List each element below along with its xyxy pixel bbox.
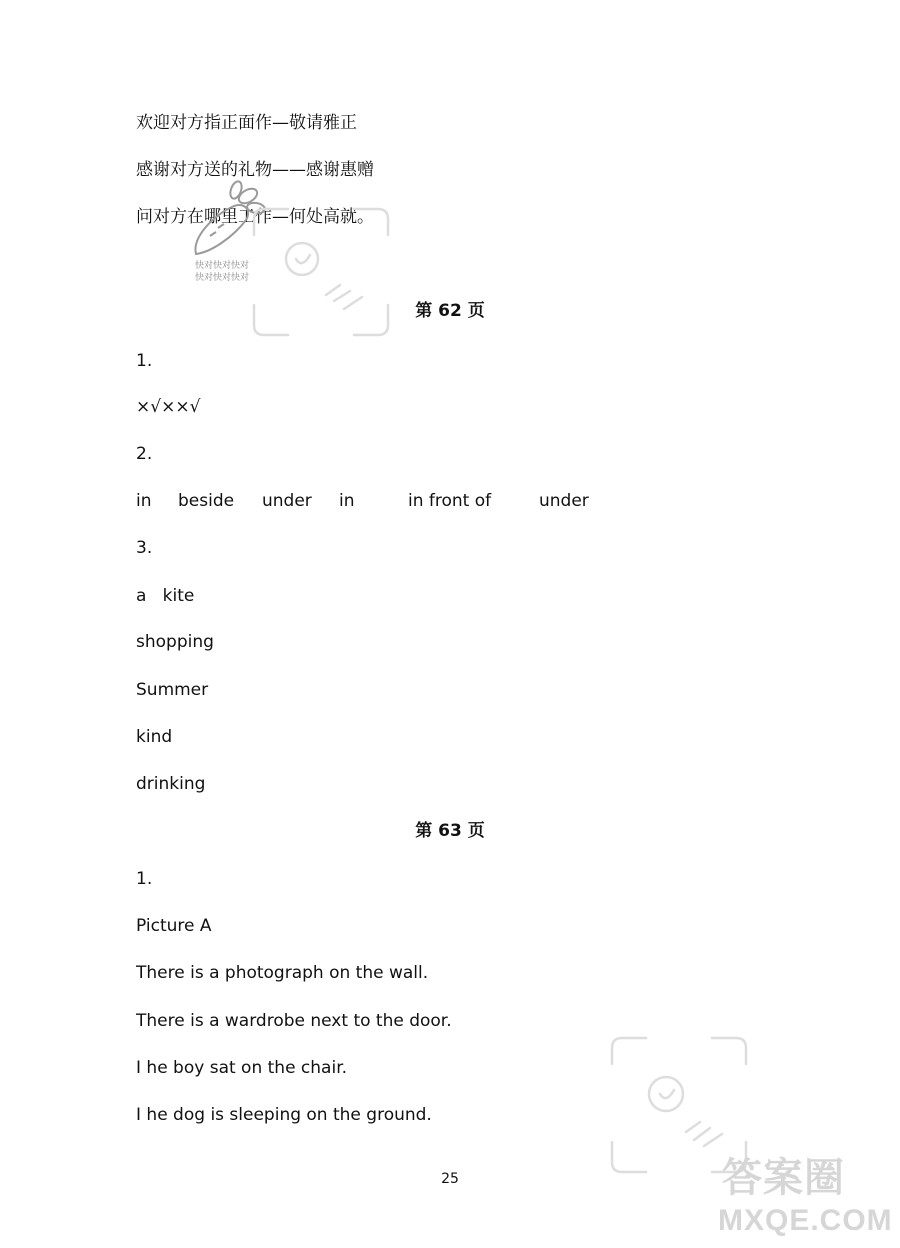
page-63-heading: 第 63 页 (415, 821, 485, 841)
p63-sentence-2: There is a wardrobe next to the door. (136, 1011, 452, 1031)
site-watermark-top: 答案圈 (722, 1156, 845, 1200)
watermark-caption-1: 快对快对快对 (195, 261, 250, 271)
p62-q1-label: 1. (136, 351, 153, 371)
site-watermark-bottom: MXQE.COM (718, 1204, 893, 1237)
intro-line-2: 感谢对方送的礼物——感谢惠赠 (136, 160, 374, 180)
page-62-heading: 第 62 页 (415, 301, 485, 321)
p63-q1-label: 1. (136, 869, 153, 889)
p62-q2-answer: in (136, 491, 152, 511)
p63-sentence-1: There is a photograph on the wall. (136, 963, 429, 983)
intro-line-1: 欢迎对方指正面作—敬请雅正 (136, 113, 357, 133)
p62-q2-label: 2. (136, 444, 153, 464)
p62-q2-answer: under (262, 491, 312, 511)
p62-q3-label: 3. (136, 538, 153, 558)
intro-line-3: 问对方在哪里工作—何处高就。 (136, 207, 374, 227)
p62-q3-answer-5: drinking (136, 774, 206, 794)
kuaidui-watermark-icon-2 (608, 1034, 750, 1176)
page-number: 25 (441, 1171, 459, 1187)
p62-q3-answer-2: shopping (136, 632, 214, 652)
p62-q2-answer: under (539, 491, 589, 511)
p62-q1-answer: ×√××√ (136, 397, 201, 417)
p62-q3-answer-4: kind (136, 727, 173, 747)
p63-sentence-3: I he boy sat on the chair. (136, 1058, 348, 1078)
p62-q2-answers (136, 490, 636, 512)
p63-sentence-4: I he dog is sleeping on the ground. (136, 1105, 432, 1125)
p63-picture-label: Picture A (136, 916, 212, 936)
p62-q2-answer: in (339, 491, 355, 511)
p62-q2-answer: beside (178, 491, 235, 511)
p62-q3-answer-3: Summer (136, 680, 209, 700)
watermark-caption-2: 快对快对快对 (195, 273, 250, 283)
p62-q2-answer: in front of (408, 491, 492, 511)
p62-q3-answer-1: a kite (136, 586, 195, 606)
